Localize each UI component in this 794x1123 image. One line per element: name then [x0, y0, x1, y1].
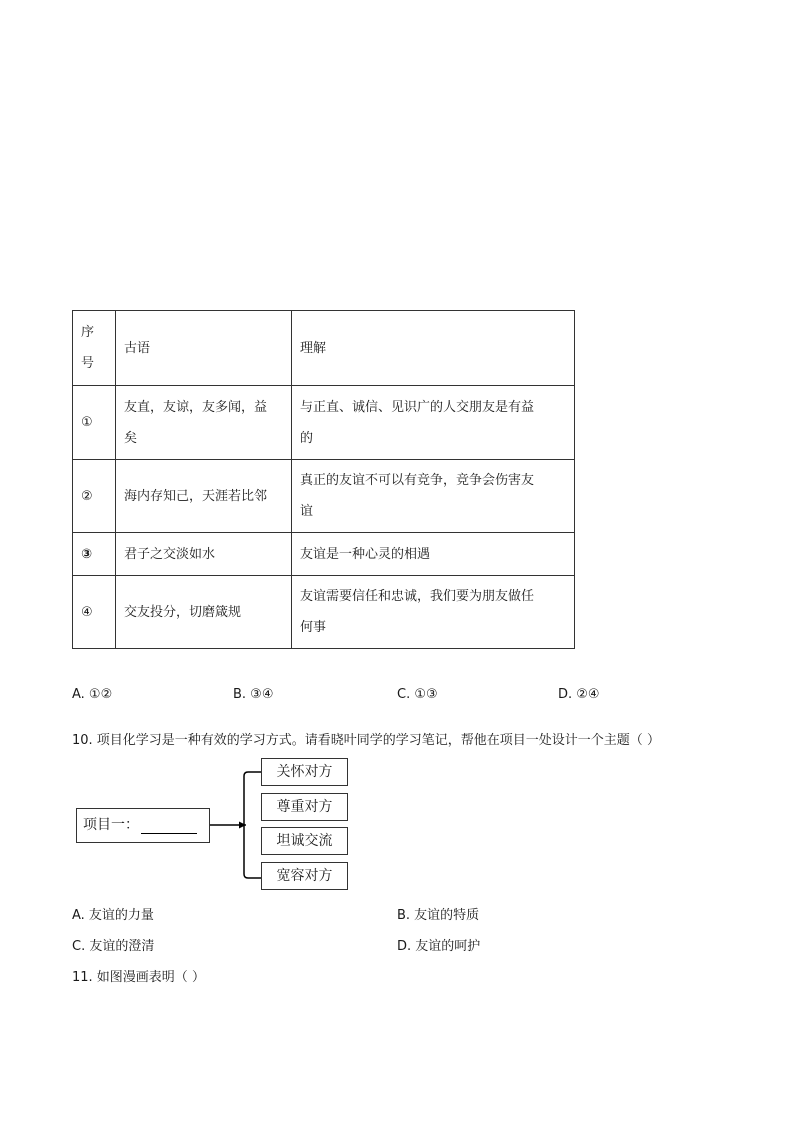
meaning-line: 友谊是一种心灵的相遇 — [300, 546, 431, 562]
header-saying: 古语 — [116, 311, 292, 386]
row-meaning — [292, 460, 575, 533]
header-meaning: 理解 — [292, 311, 575, 386]
row-num: ③ — [73, 533, 116, 576]
row-meaning — [292, 533, 575, 576]
row-saying — [116, 386, 292, 460]
saying-line: 矣 — [124, 430, 138, 446]
q10-option-c[interactable]: C. 友谊的澄清 — [72, 939, 155, 954]
q10-option-a[interactable]: A. 友谊的力量 — [72, 908, 154, 923]
header-seq — [73, 311, 116, 386]
table-row — [73, 576, 575, 649]
saying-line: 友直，友谅，友多闻，益 — [124, 399, 268, 415]
q10-option-b[interactable]: B. 友谊的特质 — [397, 908, 480, 923]
table-row — [73, 386, 575, 460]
item-box-honest: 坦诚交流 — [261, 827, 348, 855]
table-row — [73, 460, 575, 533]
row-meaning — [292, 386, 575, 460]
table-row — [73, 533, 575, 576]
header-seq-line-1: 序 — [81, 325, 95, 340]
q9-option-a[interactable]: A. ①② — [72, 687, 113, 702]
saying-line: 海内存知己，天涯若比邻 — [124, 488, 268, 504]
row-saying — [116, 533, 292, 576]
meaning-line: 谊 — [300, 504, 314, 519]
row-saying — [116, 576, 292, 649]
item-box-tolerance: 宽容对方 — [261, 862, 348, 890]
item-box-care: 关怀对方 — [261, 758, 348, 786]
meaning-line: 真正的友谊不可以有竞争，竞争会伤害友 — [300, 473, 535, 488]
meaning-line: 与正直、诚信、见识广的人交朋友是有益 — [300, 399, 535, 415]
item-box-respect: 尊重对方 — [261, 793, 348, 821]
project-one-box — [76, 808, 210, 843]
ancient-sayings-table — [72, 310, 575, 649]
saying-line: 君子之交淡如水 — [124, 546, 216, 562]
q10-stem: 10. 项目化学习是一种有效的学习方式。请看晓叶同学的学习笔记，帮他在项目一处设计一个主题（ ） — [72, 733, 660, 748]
table-header-row — [73, 311, 575, 386]
q9-option-b[interactable]: B. ③④ — [233, 687, 274, 702]
saying-line: 交友投分，切磨箴规 — [124, 604, 242, 620]
row-num: ④ — [73, 576, 116, 649]
answer-blank — [141, 817, 197, 834]
q10-option-d[interactable]: D. 友谊的呵护 — [397, 939, 481, 954]
row-num: ① — [73, 386, 116, 460]
header-seq-line-2: 号 — [81, 356, 95, 371]
q9-option-d[interactable]: D. ②④ — [558, 687, 600, 702]
meaning-line: 何事 — [300, 620, 327, 635]
q9-option-c[interactable]: C. ①③ — [397, 687, 438, 702]
project-label: 项目一： — [83, 817, 139, 833]
meaning-line: 的 — [300, 430, 314, 446]
row-saying — [116, 460, 292, 533]
meaning-line: 友谊需要信任和忠诚，我们要为朋友做任 — [300, 589, 535, 604]
q11-stem: 11. 如图漫画表明（ ） — [72, 970, 205, 985]
row-num: ② — [73, 460, 116, 533]
project-diagram — [76, 758, 366, 893]
row-meaning — [292, 576, 575, 649]
